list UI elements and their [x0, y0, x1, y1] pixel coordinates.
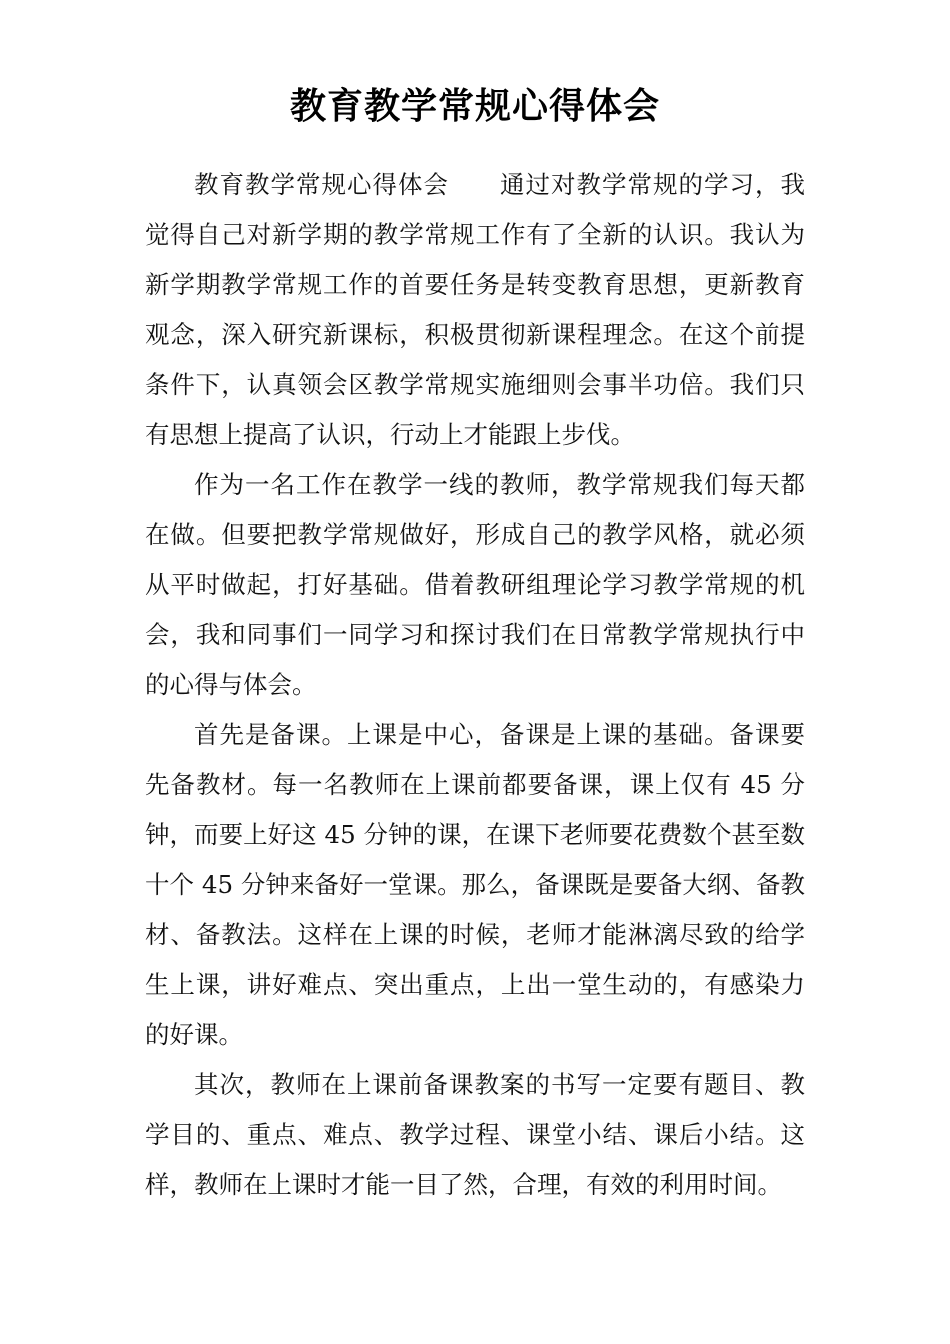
paragraph-4: 其次，教师在上课前备课教案的书写一定要有题目、教学目的、重点、难点、教学过程、课堂小结、课后小结。这样，教师在上课时才能一目了然，合理，有效的利用时间。 — [145, 1070, 805, 1199]
paragraph-3: 首先是备课。上课是中心，备课是上课的基础。备课要先备教材。每一名教师在上课前都要备课，课上仅有 45 分钟，而要上好这 45 分钟的课，在课下老师要花费数个甚至数十个 45 分钟来备好一堂课。那么，备课既是要备大纲、备教材、备教法。这样在上课的时候，老师才能淋漓尽致的给学生上课，讲好难点、突出重点，上出一堂生动的，有感染力的好课。 — [145, 720, 805, 1049]
document-body — [145, 160, 805, 1210]
paragraph-2: 作为一名工作在教学一线的教师，教学常规我们每天都在做。但要把教学常规做好，形成自己的教学风格，就必须从平时做起，打好基础。借着教研组理论学习教学常规的机会，我和同事们一同学习和探讨我们在日常教学常规执行中的心得与体会。 — [145, 470, 805, 699]
paragraph-1-text: 通过对教学常规的学习，我觉得自己对新学期的教学常规工作有了全新的认识。我认为新学期教学常规工作的首要任务是转变教育思想，更新教育观念，深入研究新课标，积极贯彻新课程理念。在这个前提条件下，认真领会区教学常规实施细则会事半功倍。我们只有思想上提高了认识，行动上才能跟上步伐。 — [145, 170, 805, 449]
paragraph-1 — [145, 160, 805, 460]
document-title: 教育教学常规心得体会 — [289, 85, 660, 127]
lead-label: 教育教学常规心得体会 — [194, 170, 449, 199]
